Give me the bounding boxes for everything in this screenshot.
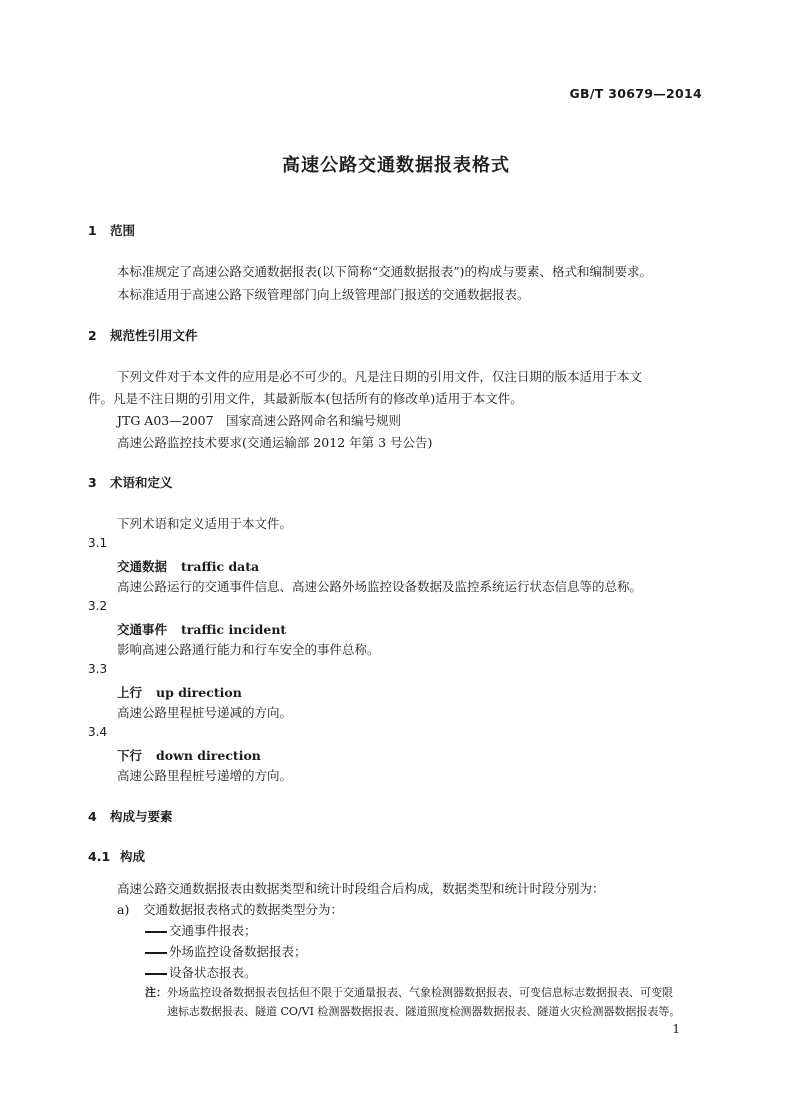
em-dash-marker [145, 931, 167, 933]
paragraph: 下列术语和定义适用于本文件。 [117, 516, 293, 531]
section-3-heading [88, 473, 173, 491]
section-number: 1 [88, 223, 97, 238]
dash-list-item [145, 921, 257, 939]
subsection-number: 4.1 [88, 849, 111, 864]
term-definition: 高速公路运行的交通事件信息、高速公路外场监控设备数据及监控系统运行状态信息等的总称。 [117, 579, 643, 594]
note-text: 外场监控设备数据报表包括但不限于交通量报表、气象检测器数据报表、可变信息标志数据报表、可变限 [167, 986, 673, 999]
paragraph: 本标准规定了高速公路交通数据报表(以下简称“交通数据报表”)的构成与要素、格式和编制要求。 [117, 264, 653, 279]
term-english: down direction [156, 748, 261, 763]
term-entry [117, 620, 286, 638]
note-continuation: 速标志数据报表、隧道 CO/VI 检测器数据报表、隧道照度检测器数据报表、隧道火灾检测器数据报表等。 [167, 1005, 681, 1018]
dash-list-item [145, 942, 307, 960]
paragraph: 本标准适用于高速公路下级管理部门向上级管理部门报送的交通数据报表。 [117, 287, 530, 302]
section-number: 4 [88, 809, 97, 824]
note-label: 注： [145, 986, 167, 999]
document-title: 高速公路交通数据报表格式 [282, 155, 510, 176]
term-english: traffic data [181, 559, 260, 574]
section-number: 3 [88, 475, 97, 490]
term-english: traffic incident [181, 622, 287, 637]
term-number: 3.1 [88, 536, 108, 550]
dash-list-item [145, 963, 257, 981]
term-entry [117, 683, 242, 701]
normative-reference: JTG A03—2007 国家高速公路网命名和编号规则 [117, 413, 402, 428]
standard-code: GB/T 30679—2014 [569, 86, 702, 101]
section-1-heading [88, 221, 135, 239]
term-definition: 影响高速公路通行能力和行车安全的事件总称。 [117, 642, 380, 657]
list-marker: a) [117, 902, 130, 917]
em-dash-marker [145, 973, 167, 975]
section-title: 范围 [110, 223, 136, 238]
em-dash-marker [145, 952, 167, 954]
normative-reference: 高速公路监控技术要求(交通运输部 2012 年第 3 号公告) [117, 435, 433, 450]
term-entry [117, 557, 259, 575]
section-2-heading [88, 326, 198, 344]
list-item-text: 交通数据报表格式的数据类型分为： [143, 902, 344, 917]
dash-item-text: 设备状态报表。 [169, 965, 257, 980]
paragraph: 下列文件对于本文件的应用是必不可少的。凡是注日期的引用文件，仅注日期的版本适用于本文 [117, 369, 643, 384]
term-english: up direction [156, 685, 242, 700]
section-title: 构成与要素 [110, 809, 173, 824]
subsection-4-1-heading [88, 847, 145, 865]
term-chinese: 下行 [117, 748, 143, 763]
dash-item-text: 外场监控设备数据报表； [169, 944, 307, 959]
section-4-heading [88, 807, 173, 825]
term-definition: 高速公路里程桩号递减的方向。 [117, 705, 293, 720]
term-number: 3.2 [88, 599, 108, 613]
term-definition: 高速公路里程桩号递增的方向。 [117, 768, 293, 783]
paragraph: 高速公路交通数据报表由数据类型和统计时段组合后构成，数据类型和统计时段分别为： [117, 881, 605, 896]
page-number: 1 [672, 1022, 680, 1036]
section-title: 术语和定义 [110, 475, 173, 490]
term-entry [117, 746, 261, 764]
section-title: 规范性引用文件 [110, 328, 198, 343]
paragraph-continuation: 件。凡是不注日期的引用文件，其最新版本(包括所有的修改单)适用于本文件。 [88, 391, 523, 406]
term-number: 3.4 [88, 725, 108, 739]
dash-item-text: 交通事件报表； [169, 923, 257, 938]
term-chinese: 交通事件 [117, 622, 168, 637]
term-chinese: 上行 [117, 685, 143, 700]
term-number: 3.3 [88, 662, 108, 676]
subsection-title: 构成 [120, 849, 146, 864]
note [145, 984, 673, 1000]
list-item [117, 900, 343, 918]
section-number: 2 [88, 328, 97, 343]
term-chinese: 交通数据 [117, 559, 168, 574]
